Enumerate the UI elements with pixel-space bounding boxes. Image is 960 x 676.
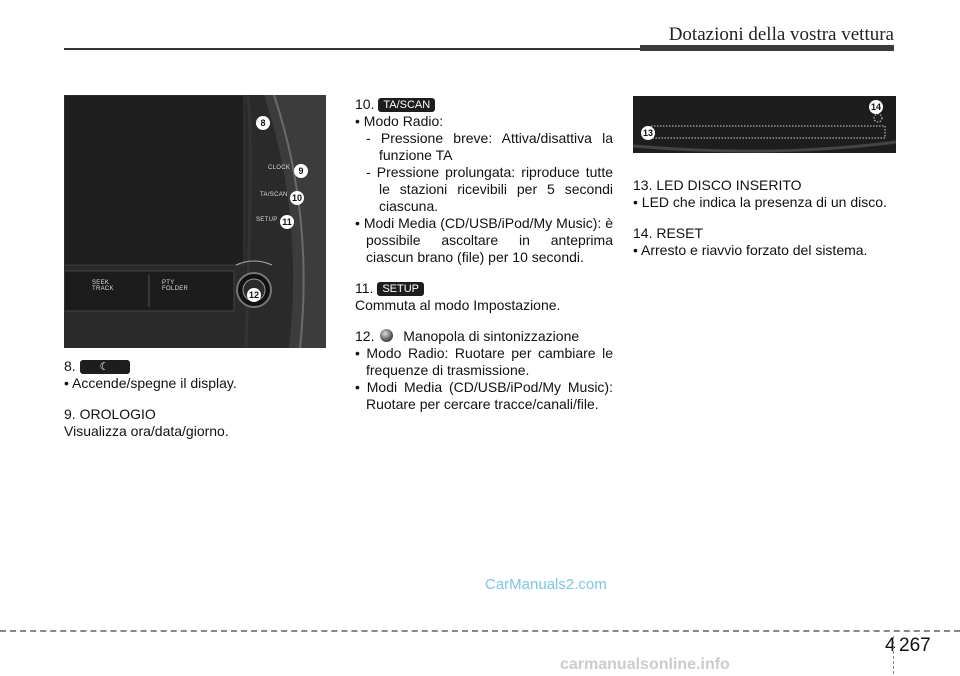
column-2 <box>355 96 613 413</box>
column-1 <box>64 358 326 440</box>
page-separator <box>893 636 894 674</box>
item-12-title: Manopola di sintonizzazione <box>403 328 580 344</box>
pty-folder-label: PTY FOLDER <box>162 280 189 292</box>
display-figure <box>633 96 896 153</box>
clock-label: CLOCK <box>268 165 291 171</box>
item-10-dash-1: - Pressione breve: Attiva/disattiva la funzione TA <box>366 130 613 163</box>
item-8-bullet: • Accende/spegne il display. <box>64 375 237 391</box>
footer-logo: carmanualsonline.info <box>560 656 730 673</box>
display-toggle-badge <box>80 360 130 374</box>
display-illustration <box>633 96 896 153</box>
item-12-line <box>355 328 613 345</box>
item-11-number: 11. <box>355 280 374 296</box>
page-number: 267 <box>899 635 931 656</box>
footer-rule <box>0 630 960 632</box>
item-10-dash-2: - Pressione prolungata: riproduce tutte le stazioni ricevibili per 5 secondi ciascuna. <box>366 164 613 214</box>
item-10-bullet-2: • Modi Media (CD/USB/iPod/My Music): è possibile ascoltare in anteprima ciascun brano (file) per 10 secondi. <box>355 215 613 265</box>
item-9-text: Visualizza ora/data/giorno. <box>64 423 229 439</box>
item-13-bullet: • LED che indica la presenza di un disco. <box>633 194 887 210</box>
item-8-line <box>64 358 326 375</box>
callout-10: 10 <box>291 193 302 203</box>
column-3 <box>633 177 896 259</box>
item-10-bullet-1: • Modo Radio: <box>355 113 444 129</box>
control-panel-figure <box>64 95 326 348</box>
item-14-bullet: • Arresto e riavvio forzato del sistema. <box>633 242 868 258</box>
watermark-link[interactable]: CarManuals2.com <box>485 576 607 593</box>
callout-13: 13 <box>642 128 653 138</box>
setup-badge: SETUP <box>377 282 424 296</box>
tascan-label: TA/SCAN <box>260 192 288 198</box>
chapter-number: 4 <box>885 635 896 656</box>
item-14-title: 14. RESET <box>633 225 704 241</box>
callout-12: 12 <box>248 290 259 300</box>
moon-icon: ☾ <box>99 361 110 373</box>
item-11-text: Commuta al modo Impostazione. <box>355 297 561 313</box>
callout-11: 11 <box>280 215 294 229</box>
item-12-bullet-2: • Modi Media (CD/USB/iPod/My Music): Ruotare per cercare tracce/canali/file. <box>355 379 613 412</box>
tascan-badge: TA/SCAN <box>378 98 435 112</box>
item-13-title: 13. LED DISCO INSERITO <box>633 177 802 193</box>
item-11-line <box>355 280 613 297</box>
callout-8: 8 <box>256 116 270 130</box>
item-8-number: 8. <box>64 358 76 374</box>
item-10-number: 10. <box>355 96 375 112</box>
header-tab-bar <box>640 45 894 51</box>
item-10-line <box>355 96 613 113</box>
item-9-title: 9. OROLOGIO <box>64 406 156 422</box>
seek-track-label: SEEK TRACK <box>92 280 114 292</box>
callout-9: 9 <box>294 164 308 178</box>
tuning-knob-icon <box>380 329 393 342</box>
callout-14: 14 <box>870 102 881 112</box>
setup-label: SETUP <box>256 217 278 223</box>
item-12-number: 12. <box>355 328 375 344</box>
section-title: Dotazioni della vostra vettura <box>668 24 894 45</box>
item-12-bullet-1: • Modo Radio: Ruotare per cambiare le frequenze di trasmissione. <box>355 345 613 378</box>
